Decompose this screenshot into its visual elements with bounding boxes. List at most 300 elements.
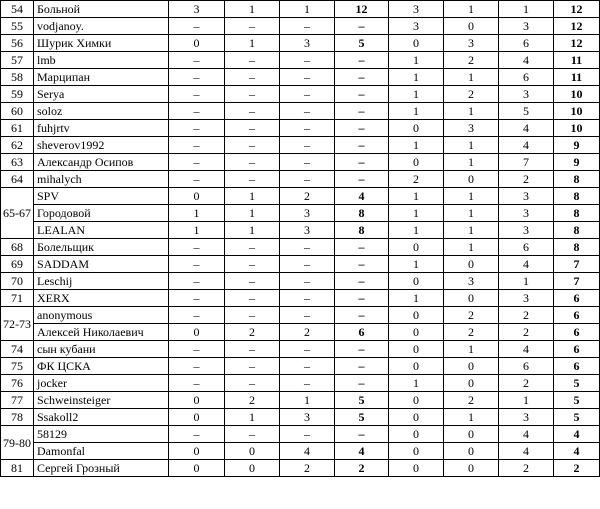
total-points-cell: 6: [554, 290, 600, 307]
rank-cell: 56: [1, 35, 34, 52]
subtotal-cell: –: [335, 86, 389, 103]
score-cell: 1: [444, 137, 499, 154]
subtotal-cell: –: [335, 120, 389, 137]
participant-name-cell: Алексей Николаевич: [34, 324, 169, 341]
participant-name-cell: Городовой: [34, 205, 169, 222]
subtotal-cell: 5: [335, 392, 389, 409]
participant-name-cell: SPV: [34, 188, 169, 205]
score-cell: 1: [389, 103, 444, 120]
score-cell: 3: [280, 205, 335, 222]
rank-cell: 55: [1, 18, 34, 35]
total-points-cell: 6: [554, 307, 600, 324]
subtotal-cell: –: [335, 290, 389, 307]
table-row: [1, 426, 600, 443]
subtotal-cell: 5: [335, 35, 389, 52]
score-cell: 2: [280, 460, 335, 477]
rank-cell: 57: [1, 52, 34, 69]
table-row: [1, 52, 600, 69]
participant-name-cell: LEALAN: [34, 222, 169, 239]
score-cell: 1: [444, 239, 499, 256]
score-cell: 3: [499, 290, 554, 307]
score-cell: –: [169, 426, 225, 443]
score-cell: 0: [444, 460, 499, 477]
score-cell: –: [280, 358, 335, 375]
subtotal-cell: –: [335, 171, 389, 188]
rank-cell: 62: [1, 137, 34, 154]
score-cell: 2: [499, 171, 554, 188]
participant-name-cell: Schweinsteiger: [34, 392, 169, 409]
score-cell: 4: [499, 256, 554, 273]
score-cell: –: [225, 137, 280, 154]
score-cell: 1: [444, 409, 499, 426]
total-points-cell: 4: [554, 443, 600, 460]
participant-name-cell: lmb: [34, 52, 169, 69]
rank-cell: 63: [1, 154, 34, 171]
score-cell: 0: [444, 171, 499, 188]
score-cell: –: [169, 154, 225, 171]
rank-cell: 69: [1, 256, 34, 273]
subtotal-cell: 2: [335, 460, 389, 477]
table-row: [1, 273, 600, 290]
table-row: [1, 307, 600, 324]
total-points-cell: 5: [554, 375, 600, 392]
score-cell: 0: [169, 443, 225, 460]
score-cell: 1: [225, 35, 280, 52]
score-cell: 4: [499, 120, 554, 137]
score-cell: –: [280, 239, 335, 256]
score-cell: –: [225, 86, 280, 103]
score-cell: –: [169, 103, 225, 120]
rank-cell: 65-67: [1, 188, 34, 239]
subtotal-cell: –: [335, 103, 389, 120]
score-cell: 2: [225, 324, 280, 341]
score-cell: 3: [499, 222, 554, 239]
score-cell: 3: [280, 35, 335, 52]
score-cell: –: [225, 239, 280, 256]
score-cell: 1: [280, 392, 335, 409]
score-cell: –: [225, 307, 280, 324]
subtotal-cell: –: [335, 358, 389, 375]
rank-cell: 77: [1, 392, 34, 409]
table-row: [1, 443, 600, 460]
table-row: [1, 358, 600, 375]
score-cell: 3: [499, 188, 554, 205]
score-cell: 3: [499, 86, 554, 103]
table-row: [1, 1, 600, 18]
score-cell: –: [169, 69, 225, 86]
score-cell: 0: [444, 18, 499, 35]
score-cell: –: [225, 103, 280, 120]
score-cell: 0: [389, 460, 444, 477]
subtotal-cell: 4: [335, 443, 389, 460]
score-cell: 3: [444, 35, 499, 52]
score-cell: 0: [444, 375, 499, 392]
score-cell: 0: [389, 409, 444, 426]
score-cell: 6: [499, 239, 554, 256]
table-row: [1, 409, 600, 426]
subtotal-cell: –: [335, 52, 389, 69]
score-cell: –: [225, 358, 280, 375]
score-cell: 1: [225, 188, 280, 205]
total-points-cell: 6: [554, 358, 600, 375]
score-cell: 0: [444, 443, 499, 460]
score-cell: 0: [389, 324, 444, 341]
score-cell: 0: [444, 426, 499, 443]
score-cell: –: [280, 103, 335, 120]
score-cell: 2: [444, 324, 499, 341]
participant-name-cell: Марципан: [34, 69, 169, 86]
score-cell: 1: [499, 273, 554, 290]
score-cell: –: [225, 256, 280, 273]
participant-name-cell: Leschij: [34, 273, 169, 290]
score-cell: 2: [280, 324, 335, 341]
score-cell: 4: [499, 137, 554, 154]
score-cell: 4: [499, 443, 554, 460]
table-row: [1, 460, 600, 477]
score-cell: 1: [389, 86, 444, 103]
table-row: [1, 137, 600, 154]
rank-cell: 60: [1, 103, 34, 120]
score-cell: 0: [389, 426, 444, 443]
score-cell: 1: [444, 103, 499, 120]
participant-name-cell: Шурик Химки: [34, 35, 169, 52]
score-cell: –: [225, 18, 280, 35]
score-cell: –: [169, 375, 225, 392]
subtotal-cell: –: [335, 239, 389, 256]
score-cell: 2: [499, 307, 554, 324]
total-points-cell: 10: [554, 120, 600, 137]
score-cell: –: [225, 426, 280, 443]
score-cell: 1: [169, 222, 225, 239]
score-cell: 0: [169, 409, 225, 426]
subtotal-cell: 8: [335, 222, 389, 239]
participant-name-cell: Больной: [34, 1, 169, 18]
score-cell: –: [225, 375, 280, 392]
total-points-cell: 8: [554, 188, 600, 205]
table-row: [1, 154, 600, 171]
total-points-cell: 8: [554, 205, 600, 222]
score-cell: 1: [444, 69, 499, 86]
score-cell: –: [280, 69, 335, 86]
participant-name-cell: 58129: [34, 426, 169, 443]
score-cell: 0: [225, 443, 280, 460]
score-cell: 4: [499, 52, 554, 69]
subtotal-cell: –: [335, 426, 389, 443]
score-cell: 2: [499, 324, 554, 341]
participant-name-cell: jocker: [34, 375, 169, 392]
score-cell: –: [169, 256, 225, 273]
score-cell: 1: [444, 341, 499, 358]
score-cell: –: [280, 341, 335, 358]
score-cell: –: [225, 273, 280, 290]
score-cell: 1: [499, 1, 554, 18]
score-cell: 0: [225, 460, 280, 477]
rank-cell: 74: [1, 341, 34, 358]
table-row: [1, 256, 600, 273]
score-cell: 1: [444, 154, 499, 171]
score-cell: 1: [389, 256, 444, 273]
subtotal-cell: 12: [335, 1, 389, 18]
score-cell: –: [225, 52, 280, 69]
rank-cell: 61: [1, 120, 34, 137]
subtotal-cell: –: [335, 18, 389, 35]
score-cell: 0: [444, 256, 499, 273]
score-cell: 2: [499, 375, 554, 392]
total-points-cell: 12: [554, 35, 600, 52]
score-cell: –: [280, 426, 335, 443]
participant-name-cell: Damonfal: [34, 443, 169, 460]
subtotal-cell: 5: [335, 409, 389, 426]
rank-cell: 59: [1, 86, 34, 103]
score-cell: 0: [444, 290, 499, 307]
table-row: [1, 290, 600, 307]
rank-cell: 71: [1, 290, 34, 307]
total-points-cell: 5: [554, 392, 600, 409]
score-cell: 1: [225, 205, 280, 222]
participant-name-cell: vodjanoy.: [34, 18, 169, 35]
score-cell: –: [280, 256, 335, 273]
score-cell: 2: [280, 188, 335, 205]
score-cell: –: [280, 273, 335, 290]
score-cell: 3: [280, 409, 335, 426]
score-cell: 0: [389, 273, 444, 290]
score-cell: 0: [389, 341, 444, 358]
score-cell: 1: [389, 52, 444, 69]
total-points-cell: 8: [554, 171, 600, 188]
subtotal-cell: –: [335, 69, 389, 86]
total-points-cell: 12: [554, 18, 600, 35]
score-cell: 1: [389, 137, 444, 154]
score-cell: –: [169, 273, 225, 290]
rank-cell: 54: [1, 1, 34, 18]
score-cell: 3: [280, 222, 335, 239]
score-cell: –: [280, 18, 335, 35]
score-cell: 2: [225, 392, 280, 409]
participant-name-cell: Болельщик: [34, 239, 169, 256]
participant-name-cell: Александр Осипов: [34, 154, 169, 171]
total-points-cell: 8: [554, 222, 600, 239]
subtotal-cell: 4: [335, 188, 389, 205]
subtotal-cell: –: [335, 273, 389, 290]
participant-name-cell: sheverov1992: [34, 137, 169, 154]
table-row: [1, 222, 600, 239]
total-points-cell: 7: [554, 256, 600, 273]
score-cell: –: [169, 86, 225, 103]
table-row: [1, 69, 600, 86]
total-points-cell: 4: [554, 426, 600, 443]
score-cell: 7: [499, 154, 554, 171]
score-cell: 1: [444, 188, 499, 205]
score-cell: –: [169, 120, 225, 137]
score-cell: 4: [499, 426, 554, 443]
rank-cell: 75: [1, 358, 34, 375]
score-cell: –: [169, 358, 225, 375]
participant-name-cell: Сергей Грозный: [34, 460, 169, 477]
score-cell: –: [280, 290, 335, 307]
score-cell: –: [225, 290, 280, 307]
score-cell: 1: [280, 1, 335, 18]
score-cell: 3: [389, 18, 444, 35]
table-row: [1, 103, 600, 120]
score-cell: –: [280, 154, 335, 171]
score-cell: 3: [444, 273, 499, 290]
score-cell: –: [225, 120, 280, 137]
table-row: [1, 341, 600, 358]
score-cell: 6: [499, 358, 554, 375]
total-points-cell: 2: [554, 460, 600, 477]
score-cell: –: [169, 137, 225, 154]
total-points-cell: 10: [554, 86, 600, 103]
score-cell: 1: [444, 205, 499, 222]
table-row: [1, 392, 600, 409]
total-points-cell: 11: [554, 69, 600, 86]
score-cell: 0: [389, 154, 444, 171]
score-cell: –: [280, 52, 335, 69]
score-cell: 2: [444, 392, 499, 409]
rank-cell: 68: [1, 239, 34, 256]
score-cell: 3: [499, 409, 554, 426]
total-points-cell: 8: [554, 239, 600, 256]
score-cell: 1: [444, 1, 499, 18]
participant-name-cell: XERX: [34, 290, 169, 307]
score-cell: 0: [389, 35, 444, 52]
table-row: [1, 205, 600, 222]
score-cell: 1: [389, 205, 444, 222]
score-cell: –: [169, 18, 225, 35]
score-cell: 0: [389, 120, 444, 137]
score-cell: 0: [389, 307, 444, 324]
score-cell: 1: [225, 1, 280, 18]
score-cell: 1: [225, 222, 280, 239]
score-cell: –: [225, 69, 280, 86]
participant-name-cell: Serya: [34, 86, 169, 103]
participant-name-cell: SADDAM: [34, 256, 169, 273]
score-cell: 3: [499, 18, 554, 35]
rank-cell: 70: [1, 273, 34, 290]
score-cell: 2: [444, 52, 499, 69]
participant-name-cell: Ssakoll2: [34, 409, 169, 426]
score-cell: –: [280, 307, 335, 324]
score-cell: –: [169, 52, 225, 69]
score-cell: 3: [499, 205, 554, 222]
rank-cell: 81: [1, 460, 34, 477]
score-cell: –: [280, 86, 335, 103]
rank-cell: 72-73: [1, 307, 34, 341]
score-cell: 0: [389, 239, 444, 256]
total-points-cell: 12: [554, 1, 600, 18]
score-cell: 0: [389, 443, 444, 460]
total-points-cell: 6: [554, 324, 600, 341]
score-cell: 1: [225, 409, 280, 426]
score-cell: –: [280, 171, 335, 188]
score-cell: –: [225, 154, 280, 171]
score-cell: –: [169, 307, 225, 324]
subtotal-cell: –: [335, 375, 389, 392]
score-cell: 3: [169, 1, 225, 18]
rank-cell: 64: [1, 171, 34, 188]
score-cell: –: [169, 290, 225, 307]
table-row: [1, 120, 600, 137]
participant-name-cell: mihalych: [34, 171, 169, 188]
participant-name-cell: anonymous: [34, 307, 169, 324]
total-points-cell: 5: [554, 409, 600, 426]
score-cell: 1: [499, 392, 554, 409]
score-cell: 1: [389, 290, 444, 307]
subtotal-cell: –: [335, 256, 389, 273]
subtotal-cell: –: [335, 341, 389, 358]
score-cell: 3: [444, 120, 499, 137]
subtotal-cell: –: [335, 154, 389, 171]
score-cell: 3: [389, 1, 444, 18]
score-cell: 0: [169, 188, 225, 205]
table-row: [1, 86, 600, 103]
score-cell: 0: [169, 324, 225, 341]
score-cell: –: [169, 341, 225, 358]
subtotal-cell: 8: [335, 205, 389, 222]
score-cell: 2: [389, 171, 444, 188]
table-row: [1, 239, 600, 256]
score-cell: –: [169, 171, 225, 188]
score-cell: 0: [389, 392, 444, 409]
score-cell: –: [225, 341, 280, 358]
total-points-cell: 7: [554, 273, 600, 290]
score-cell: 1: [389, 188, 444, 205]
score-cell: –: [280, 137, 335, 154]
participant-name-cell: сын кубани: [34, 341, 169, 358]
score-cell: 0: [444, 358, 499, 375]
subtotal-cell: –: [335, 307, 389, 324]
score-cell: 4: [280, 443, 335, 460]
score-cell: 2: [499, 460, 554, 477]
score-cell: –: [225, 171, 280, 188]
score-cell: 6: [499, 69, 554, 86]
score-cell: 2: [444, 307, 499, 324]
table-row: [1, 35, 600, 52]
score-cell: –: [169, 239, 225, 256]
total-points-cell: 10: [554, 103, 600, 120]
table-body: [1, 1, 600, 477]
table-row: [1, 171, 600, 188]
participant-name-cell: fuhjrtv: [34, 120, 169, 137]
subtotal-cell: –: [335, 137, 389, 154]
score-cell: 6: [499, 35, 554, 52]
subtotal-cell: 6: [335, 324, 389, 341]
rank-cell: 58: [1, 69, 34, 86]
score-cell: 2: [444, 86, 499, 103]
total-points-cell: 9: [554, 137, 600, 154]
table-row: [1, 18, 600, 35]
participant-name-cell: ФК ЦСКА: [34, 358, 169, 375]
score-cell: 1: [389, 375, 444, 392]
rank-cell: 76: [1, 375, 34, 392]
table-row: [1, 375, 600, 392]
score-cell: 4: [499, 341, 554, 358]
score-cell: 0: [389, 358, 444, 375]
total-points-cell: 11: [554, 52, 600, 69]
total-points-cell: 6: [554, 341, 600, 358]
table-row: [1, 188, 600, 205]
score-cell: 0: [169, 460, 225, 477]
table-row: [1, 324, 600, 341]
participant-name-cell: soloz: [34, 103, 169, 120]
score-cell: 1: [389, 69, 444, 86]
score-cell: 1: [169, 205, 225, 222]
rank-cell: 79-80: [1, 426, 34, 460]
score-cell: –: [280, 120, 335, 137]
score-cell: 0: [169, 392, 225, 409]
score-cell: 5: [499, 103, 554, 120]
total-points-cell: 9: [554, 154, 600, 171]
